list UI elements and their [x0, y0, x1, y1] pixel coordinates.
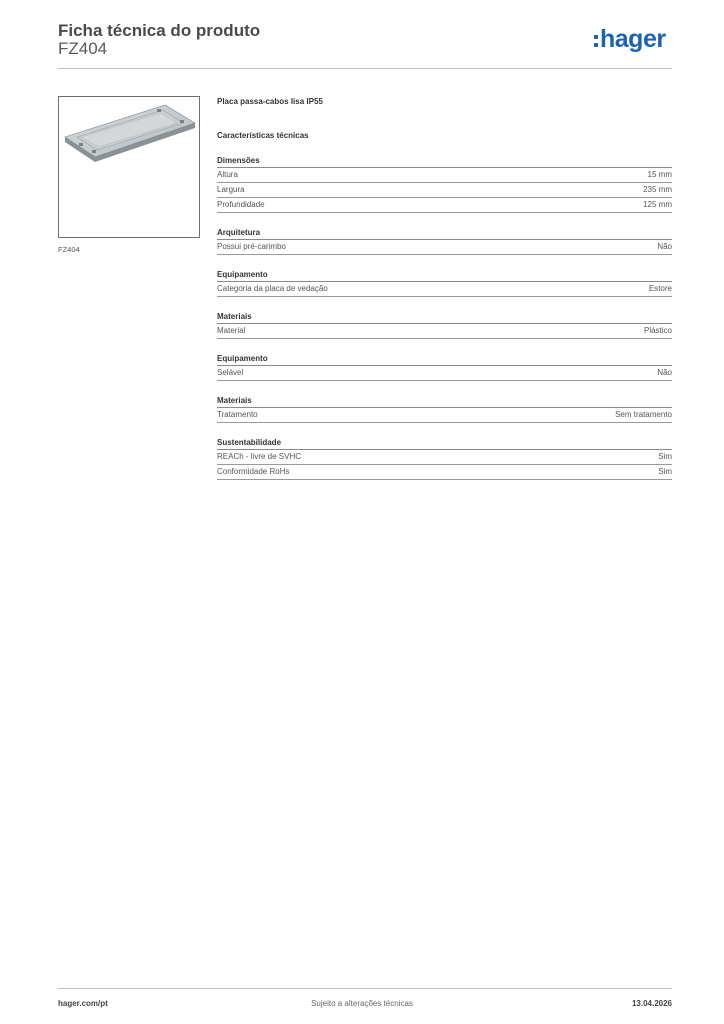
section-title: Equipamento: [217, 269, 672, 282]
logo-dots-icon: [594, 35, 598, 47]
characteristics-heading: Características técnicas: [217, 131, 309, 140]
spec-row: [217, 366, 672, 381]
section-title: Materiais: [217, 395, 672, 408]
spec-label: Categoria da placa de vedação: [217, 284, 328, 293]
spec-section: [217, 227, 672, 255]
spec-label: Material: [217, 326, 246, 335]
spec-sections: [217, 155, 672, 480]
spec-value: Sim: [658, 452, 672, 461]
spec-section: [217, 437, 672, 480]
spec-label: Conformidade RoHs: [217, 467, 290, 476]
spec-label: Tratamento: [217, 410, 258, 419]
hager-logo: [594, 27, 666, 52]
product-name: Placa passa-cabos lisa IP55: [217, 97, 323, 106]
spec-section: [217, 395, 672, 423]
section-title: Materiais: [217, 311, 672, 324]
section-title: Sustentabilidade: [217, 437, 672, 450]
section-title: Equipamento: [217, 353, 672, 366]
spec-row: [217, 324, 672, 339]
spec-section: [217, 155, 672, 213]
spec-label: Altura: [217, 170, 238, 179]
spec-value: Sim: [658, 467, 672, 476]
spec-row: [217, 240, 672, 255]
header-divider: [58, 68, 672, 69]
spec-value: Sem tratamento: [615, 410, 672, 419]
footer-notice: Sujeito a alterações técnicas: [311, 999, 413, 1008]
spec-value: Não: [657, 242, 672, 251]
footer-divider: [58, 988, 672, 989]
spec-row: [217, 282, 672, 297]
spec-value: Plástico: [643, 326, 672, 335]
spec-row: [217, 465, 672, 480]
spec-value: Não: [657, 368, 672, 377]
document-title: Ficha técnica do produto: [58, 21, 261, 40]
spec-value: Estore: [648, 284, 672, 293]
footer-website: hager.com/pt: [58, 999, 108, 1008]
spec-row: [217, 183, 672, 198]
spec-value: 235 mm: [643, 185, 672, 194]
spec-section: [217, 353, 672, 381]
image-caption: FZ404: [58, 245, 80, 254]
section-title: Dimensões: [217, 155, 672, 168]
section-title: Arquitetura: [217, 227, 672, 240]
spec-value: 15 mm: [647, 170, 672, 179]
spec-content: [217, 96, 672, 480]
cable-plate-product-image-icon: [59, 97, 199, 237]
spec-section: [217, 269, 672, 297]
spec-row: [217, 168, 672, 183]
spec-row: [217, 450, 672, 465]
spec-row: [217, 408, 672, 423]
spec-label: REACh - livre de SVHC: [217, 452, 302, 461]
footer-date: 13.04.2026: [631, 999, 672, 1008]
spec-value: 125 mm: [643, 200, 672, 209]
spec-label: Possui pré-carimbo: [217, 242, 286, 251]
spec-section: [217, 311, 672, 339]
spec-label: Selável: [217, 368, 244, 377]
product-image: [58, 96, 200, 238]
product-code: FZ404: [58, 39, 108, 58]
logo-text: hager: [600, 25, 666, 53]
spec-label: Largura: [217, 185, 245, 194]
spec-row: [217, 198, 672, 213]
spec-label: Profundidade: [217, 200, 265, 209]
